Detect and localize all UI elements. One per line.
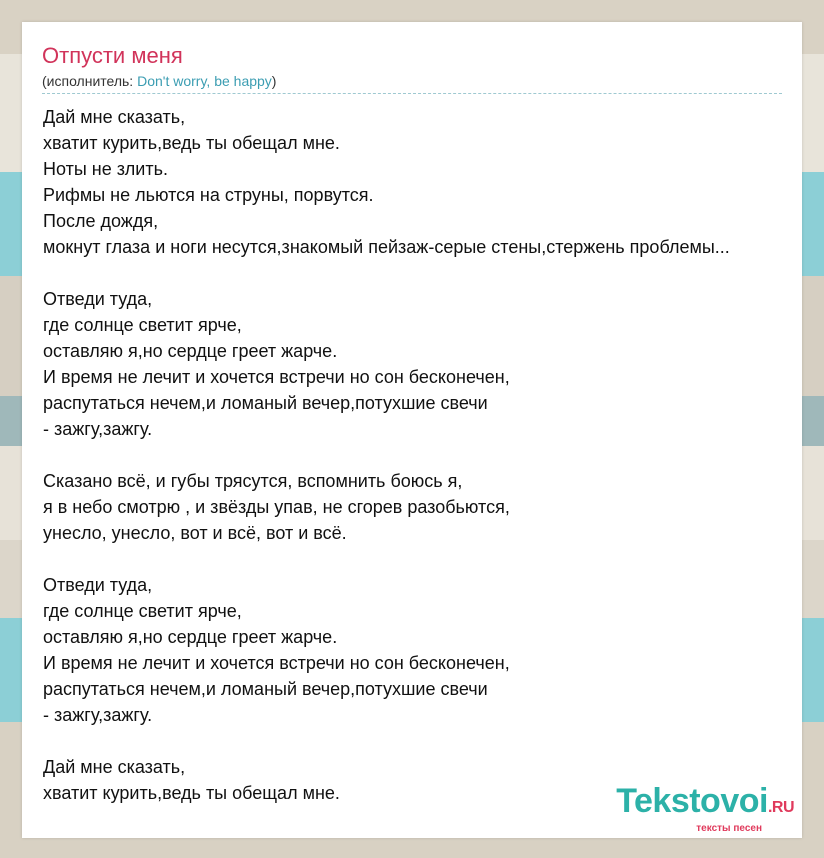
lyric-line: хватит курить,ведь ты обещал мне. — [43, 783, 340, 803]
lyric-line: оставляю я,но сердце греет жарче. — [43, 341, 338, 361]
lyric-line: - зажгу,зажгу. — [43, 419, 153, 439]
lyric-line: И время не лечит и хочется встречи но сон бесконечен, — [43, 653, 510, 673]
lyric-line — [43, 728, 730, 754]
artist-link[interactable]: Don't worry, be happy — [137, 73, 272, 89]
lyric-line — [43, 546, 730, 572]
lyric-line — [43, 442, 730, 468]
lyric-line: Отведи туда, — [43, 575, 153, 595]
lyric-line: И время не лечит и хочется встречи но сон бесконечен, — [43, 367, 510, 387]
lyric-line: Сказано всё, и губы трясутся, вспомнить боюсь я, — [43, 471, 463, 491]
artist-suffix: ) — [271, 73, 277, 89]
lyric-line: распутаться нечем,и ломаный вечер,потухшие свечи — [43, 393, 488, 413]
lyric-line: Отведи туда, — [43, 289, 153, 309]
title-divider — [42, 93, 782, 94]
lyric-line: Дай мне сказать, — [43, 757, 186, 777]
artist-prefix: (исполнитель: — [42, 73, 138, 89]
artist-line — [42, 73, 276, 89]
lyric-line: После дождя, — [43, 211, 159, 231]
song-title: Отпусти меня — [42, 43, 183, 68]
lyric-line: унесло, унесло, вот и всё, вот и всё. — [43, 523, 347, 543]
lyric-line — [43, 260, 730, 286]
logo-tagline: тексты песен — [696, 823, 762, 834]
lyric-line: оставляю я,но сердце греет жарче. — [43, 627, 338, 647]
lyric-line: хватит курить,ведь ты обещал мне. — [43, 133, 340, 153]
logo-domain: .RU — [767, 799, 794, 816]
lyric-line: - зажгу,зажгу. — [43, 705, 153, 725]
lyric-line: где солнце светит ярче, — [43, 315, 242, 335]
lyrics-text — [43, 104, 730, 806]
lyric-line: Ноты не злить. — [43, 159, 168, 179]
lyric-line: Дай мне сказать, — [43, 107, 186, 127]
lyrics-card — [22, 22, 802, 838]
lyric-line: где солнце светит ярче, — [43, 601, 242, 621]
site-logo[interactable] — [616, 784, 794, 834]
lyric-line: распутаться нечем,и ломаный вечер,потухшие свечи — [43, 679, 488, 699]
lyric-line: мокнут глаза и ноги несутся,знакомый пейзаж-серые стены,стержень проблемы... — [43, 237, 730, 257]
lyric-line: Рифмы не льются на струны, порвутся. — [43, 185, 374, 205]
logo-main-text: Tekstovoi — [616, 782, 768, 820]
lyric-line: я в небо смотрю , и звёзды упав, не сгорев разобьются, — [43, 497, 510, 517]
